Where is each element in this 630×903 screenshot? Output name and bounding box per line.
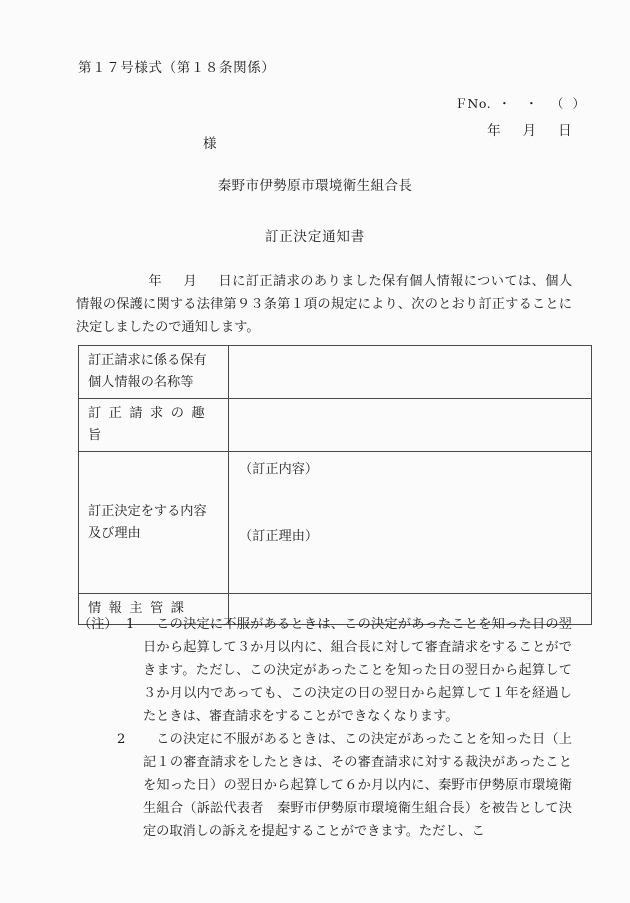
row-label-line-2: 及び理由 bbox=[88, 525, 141, 541]
note-number: 1 bbox=[125, 617, 135, 632]
body-date-day: 日 bbox=[218, 274, 233, 289]
row-value-request-purpose[interactable] bbox=[229, 399, 592, 452]
note-text: この決定に不服があるときは、この決定があったことを知った日（上記１の審査請求をしたときは、その審査請求に対する裁決があったことを知った日）の翌日から起算して６か月以内に、秦野市伊勢原市環境衛生組合（訴訟代表者 秦野市伊勢原市環境衛生組合長）を被告として決定の取消しの訴えを提起することができます。ただし、こ bbox=[143, 732, 572, 839]
note-marker-1 bbox=[78, 613, 134, 636]
body-date-month: 月 bbox=[183, 274, 198, 289]
addressee-suffix: 様 bbox=[203, 136, 217, 152]
decision-form-table bbox=[78, 345, 592, 625]
date-year-label: 年 bbox=[487, 122, 501, 139]
date-day-label: 日 bbox=[558, 122, 572, 139]
document-title: 訂正決定通知書 bbox=[264, 229, 366, 245]
issue-date-line bbox=[470, 111, 572, 152]
body-date-year: 年 bbox=[148, 274, 163, 289]
note-body-1 bbox=[143, 613, 572, 728]
row-label-request-purpose bbox=[79, 399, 229, 452]
f-label: Ｆ bbox=[454, 95, 468, 111]
notes-section bbox=[78, 613, 572, 843]
note-text: この決定に不服があるときは、この決定があったことを知った日の翌日から起算して３か月以内に、組合長に対して審査請求をすることができます。ただし、この決定があったことを知った日の翌日から起算して３か月以内であっても、この決定の日の翌日から起算して１年を経過したときは、審査請求をすることができなくなります。 bbox=[143, 617, 572, 724]
body-paragraph bbox=[76, 270, 572, 339]
row-value-decision-content[interactable] bbox=[229, 452, 592, 594]
issuer-name: 秦野市伊勢原市環境衛生組合長 bbox=[217, 178, 413, 194]
row-label-line-1: 訂正決定をする内容 bbox=[88, 503, 207, 519]
note-marker-2 bbox=[117, 728, 125, 751]
reference-paren-close: ） bbox=[572, 95, 586, 111]
row-value-subject-name[interactable] bbox=[229, 346, 592, 399]
reference-dot-2: ・ bbox=[525, 95, 539, 111]
table-row bbox=[79, 346, 592, 399]
no-label: No. bbox=[467, 95, 492, 111]
reference-dot-1: ・ bbox=[498, 95, 512, 111]
note-body-2 bbox=[143, 728, 572, 843]
date-month-label: 月 bbox=[522, 122, 537, 139]
note-item bbox=[78, 613, 572, 728]
table-row bbox=[79, 399, 592, 452]
correction-reason-label: （訂正理由） bbox=[239, 529, 319, 544]
note-number: 2 bbox=[117, 732, 126, 747]
correction-content-label: （訂正内容） bbox=[239, 462, 319, 477]
note-item bbox=[78, 728, 572, 843]
row-label-decision-content bbox=[79, 452, 229, 594]
row-label-text: 情報主管課 bbox=[88, 601, 192, 616]
row-label-line-2: 個人情報の名称等 bbox=[88, 375, 194, 390]
row-label-line-1: 訂正請求に係る保有 bbox=[88, 353, 207, 368]
table-row bbox=[79, 452, 592, 594]
row-label-text: 訂正請求の趣旨 bbox=[88, 406, 213, 443]
row-label-subject-name bbox=[79, 346, 229, 399]
notes-heading: （注） bbox=[78, 617, 118, 632]
form-number: 第１７号様式（第１８条関係） bbox=[78, 60, 276, 76]
reference-paren-open: （ bbox=[557, 95, 573, 111]
body-text: に訂正請求のありました保有個人情報については、個人情報の保護に関する法律第９３条第１項の規定により、次のとおり訂正することに決定しましたので通知します。 bbox=[76, 274, 573, 335]
